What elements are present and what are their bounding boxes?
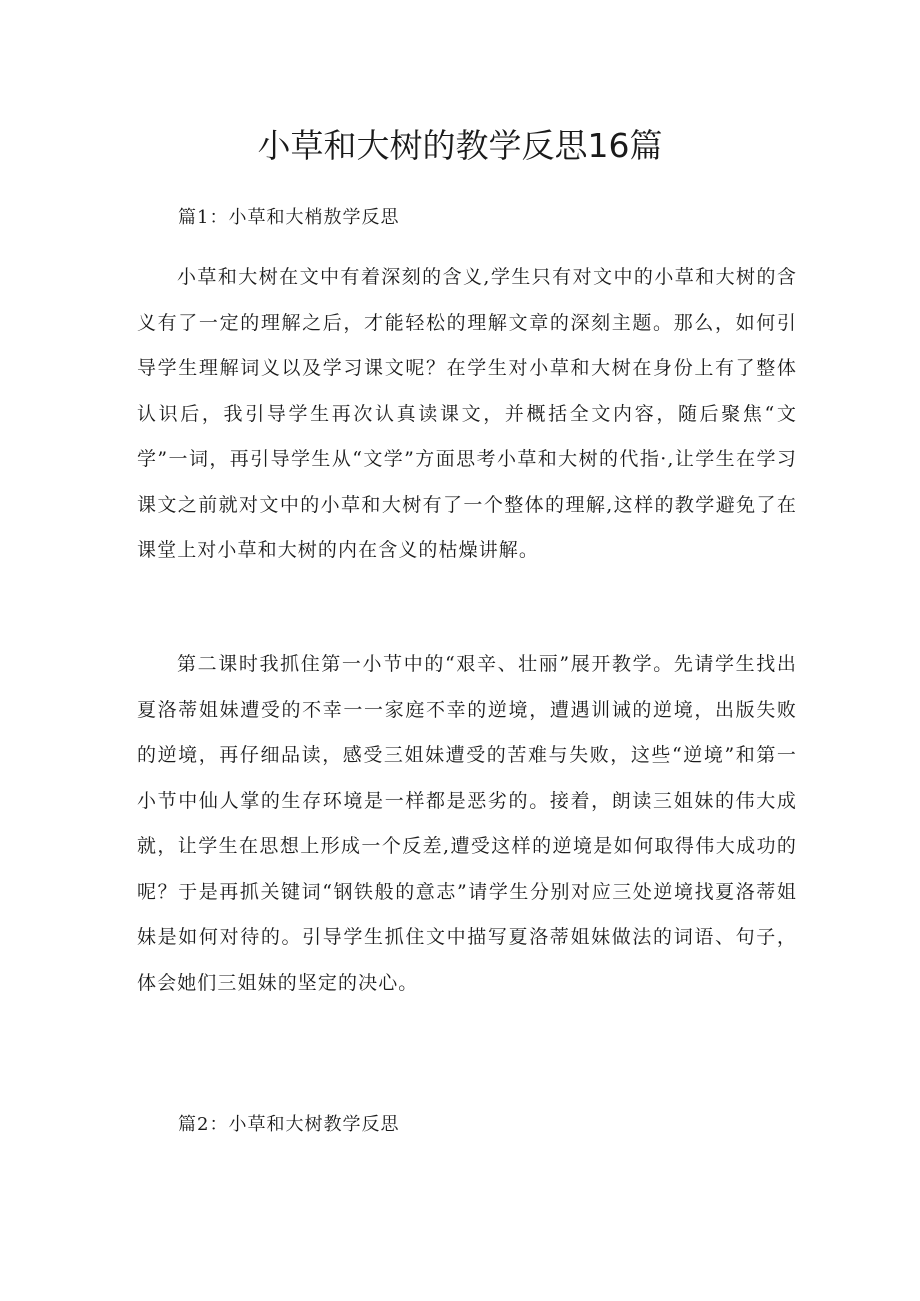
section-1-heading: 篇1：小草和大梢敖学反思	[178, 207, 400, 228]
section-1-paragraph-2: 第二课时我抓住第一小节中的“艰辛、壮丽”展开教学。先请学生找出夏洛蒂姐妹遭受的不幸一一家庭不幸的逆境，遭遇训诫的逆境，出版失败的逆境，再仔细品读，感受三姐妹遭受的苦难与失败，这些“逆境”和第一小节中仙人掌的生存环境是一样都是恶劣的。接着，朗读三姐妹的伟大成就，让学生在思想上形成一个反差,遭受这样的逆境是如何取得伟大成功的呢？于是再抓关键词“钢铁般的意志”请学生分别对应三处逆境找夏洛蒂姐妹是如何对待的。引导学生抓住文中描写夏洛蒂姐妹做法的词语、句子，体会她们三姐妹的坚定的决心。	[137, 653, 797, 994]
document-title: 小草和大树的教学反思16篇	[257, 126, 663, 165]
section-2-heading: 篇2：小草和大树教学反思	[178, 1114, 400, 1135]
section-1-paragraph-1: 小草和大树在文中有着深刻的含义,学生只有对文中的小草和大树的含义有了一定的理解之后，才能轻松的理解文章的深刻主题。那么，如何引导学生理解词义以及学习课文呢？在学生对小草和大树在身份上有了整体认识后，我引导学生再次认真读课文，并概括全文内容，随后聚焦“文学”一词，再引导学生从“文学”方面思考小草和大树的代指·,让学生在学习课文之前就对文中的小草和大树有了一个整体的理解,这样的教学避免了在课堂上对小草和大树的内在含义的枯燥讲解。	[137, 266, 797, 561]
